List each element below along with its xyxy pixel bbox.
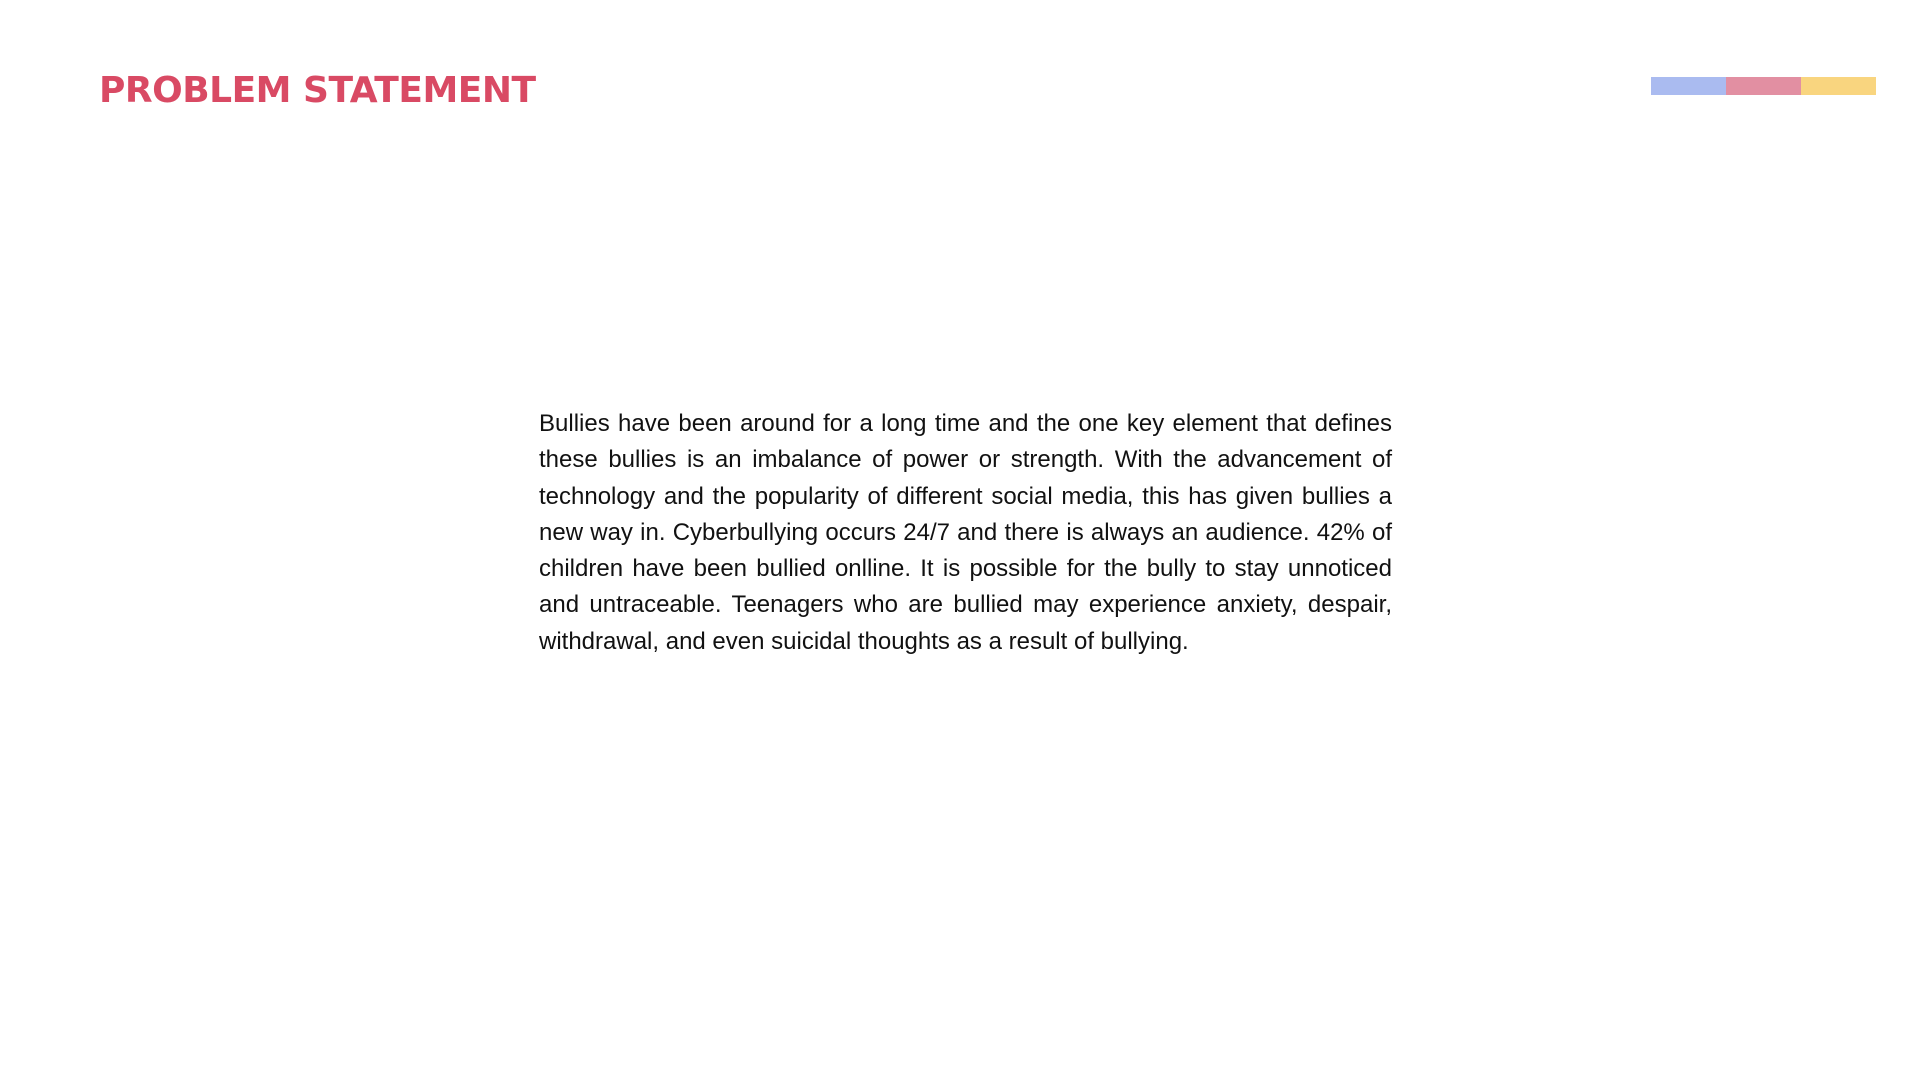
slide-title: PROBLEM STATEMENT <box>99 70 536 111</box>
problem-statement-body: Bullies have been around for a long time and the one key element that defines these bullies is an imbalance of power or strength. With the advancement of technology and the popularity of different social media, this has given bullies a new way in. Cyberbullying occurs 24/7 and there is always an audience. 42% of children have been bullied onlline. It is possible for the bully to stay unnoticed and untraceable. Teenagers who are bullied may experience anxiety, despair, withdrawal, and even suicidal thoughts as a result of bullying. <box>539 410 1392 655</box>
accent-segment-blue <box>1651 77 1726 95</box>
accent-color-strip <box>1651 77 1876 95</box>
accent-segment-pink <box>1726 77 1801 95</box>
accent-segment-yellow <box>1801 77 1876 95</box>
